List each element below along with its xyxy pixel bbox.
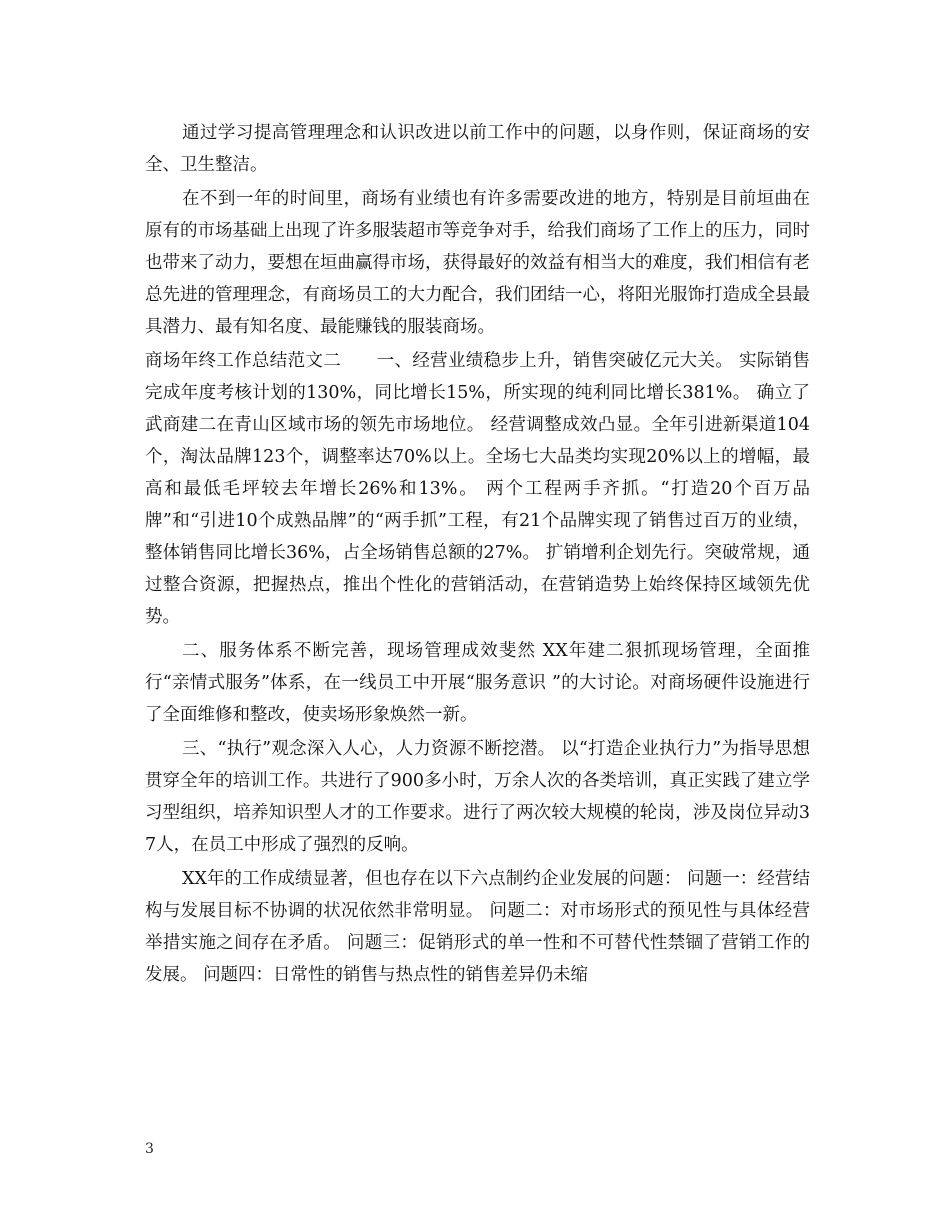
- paragraph-6: XX年的工作成绩显著，但也存在以下六点制约企业发展的问题： 问题一：经营结构与发展目标不协调的状况依然非常明显。 问题二：对市场形式的预见性与具体经营举措实施之间存在矛盾。 问题三：促销形式的单一性和不可替代性禁锢了营销工作的发展。 问题四：日常性的销售与热点性的销售差异仍未缩: [145, 869, 810, 985]
- page-number: 3: [145, 1141, 154, 1157]
- paragraph-5: 三、“执行”观念深入人心，人力资源不断挖潜。 以“打造企业执行力”为指导思想贯穿全年的培训工作。共进行了900多小时，万余人次的各类培训，真正实践了建立学习型组织，培养知识型人才的工作要求。进行了两次较大规模的轮岗，涉及岗位异动37人，在员工中形成了强烈的反响。: [145, 739, 810, 855]
- paragraph-3: 商场年终工作总结范文二 一、经营业绩稳步上升，销售突破亿元大关。 实际销售完成年度考核计划的130%，同比增长15%，所实现的纯利同比增长381%。 确立了武商建二在青山区域市场的领先市场地位。 经营调整成效凸显。全年引进新渠道104个，淘汰品牌123个，调整率达70%以上。全场七大品类均实现20%以上的增幅，最高和最低毛坪较去年增长26%和13%。 两个工程两手齐抓。“打造20个百万品牌”和“引进10个成熟品牌”的“两手抓”工程，有21个品牌实现了销售过百万的业绩，整体销售同比增长36%，占全场销售总额的27%。 扩销增利企划先行。突破常规，通过整合资源，把握热点，推出个性化的营销活动，在营销造势上始终保持区域领先优势。: [145, 351, 810, 627]
- document-body: [145, 117, 810, 993]
- paragraph-1: 通过学习提高管理理念和认识改进以前工作中的问题，以身作则，保证商场的安全、卫生整洁。: [145, 123, 810, 175]
- paragraph-4: 二、服务体系不断完善，现场管理成效斐然 XX年建二狠抓现场管理，全面推行“亲情式服务”体系，在一线员工中开展“服务意识 ”的大讨论。对商场硬件设施进行了全面维修和整改，使卖场形象焕然一新。: [145, 641, 810, 725]
- paragraph-2: 在不到一年的时间里，商场有业绩也有许多需要改进的地方，特别是目前垣曲在原有的市场基础上出现了许多服装超市等竞争对手，给我们商场了工作上的压力，同时也带来了动力，要想在垣曲赢得市场，获得最好的效益有相当大的难度，我们相信有老总先进的管理理念，有商场员工的大力配合，我们团结一心，将阳光服饰打造成全县最具潜力、最有知名度、最能赚钱的服装商场。: [145, 189, 810, 337]
